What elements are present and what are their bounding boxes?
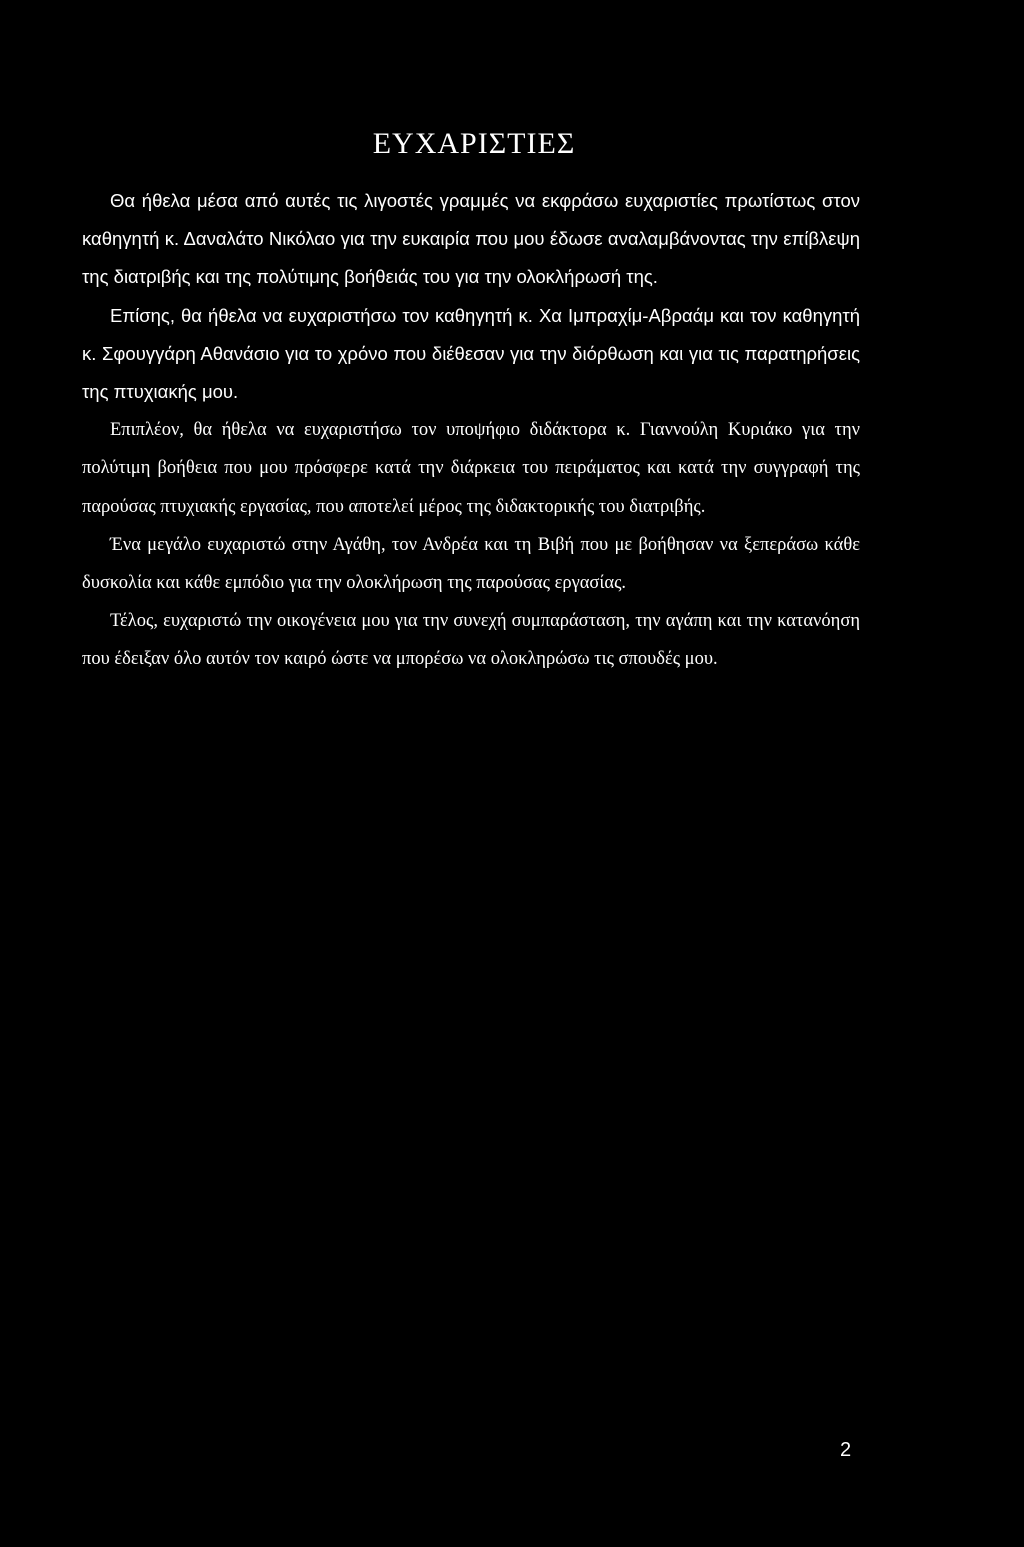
paragraph-1: Θα ήθελα μέσα από αυτές τις λιγοστές γραμμές να εκφράσω ευχαριστίες πρωτίστως στον καθηγητή κ. Δαναλάτο Νικόλαο για την ευκαιρία που μου έδωσε αναλαμβάνοντας την επίβλεψη της διατριβής και της πολύτιμης βοήθειάς του για την ολοκλήρωσή της. xyxy=(82,190,860,288)
paragraph-5: Τέλος, ευχαριστώ την οικογένεια μου για την συνεχή συμπαράσταση, την αγάπη και την κατανόηση που έδειξαν όλο αυτόν τον καιρό ώστε να μπορέσω να ολοκληρώσω τις σπουδές μου. xyxy=(82,611,860,670)
page-title: ΕΥΧΑΡΙΣΤΙΕΣ xyxy=(372,127,576,160)
paragraph-3: Επιπλέον, θα ήθελα να ευχαριστήσω τον υποψήφιο διδάκτορα κ. Γιαννούλη Κυριάκο για την πολύτιμη βοήθεια που μου πρόσφερε κατά την διάρκεια του πειράματος και κατά την συγγραφή της παρούσας πτυχιακής εργασίας, που αποτελεί μέρος της διδακτορικής του διατριβής. xyxy=(82,420,860,517)
acknowledgements-body xyxy=(82,182,860,679)
paragraph-4: Ένα μεγάλο ευχαριστώ στην Αγάθη, τον Ανδρέα και τη Βιβή που με βοήθησαν να ξεπεράσω κάθε δυσκολία και κάθε εμπόδιο για την ολοκλήρωση της παρούσας εργασίας. xyxy=(82,534,860,594)
paragraph-2: Επίσης, θα ήθελα να ευχαριστήσω τον καθηγητή κ. Χα Ιμπραχίμ-Αβραάμ και τον καθηγητή κ. Σφουγγάρη Αθανάσιο για το χρόνο που διέθεσαν για την διόρθωση και για τις παρατηρήσεις της πτυχιακής μου. xyxy=(82,304,860,403)
page-number: 2 xyxy=(840,1439,852,1461)
